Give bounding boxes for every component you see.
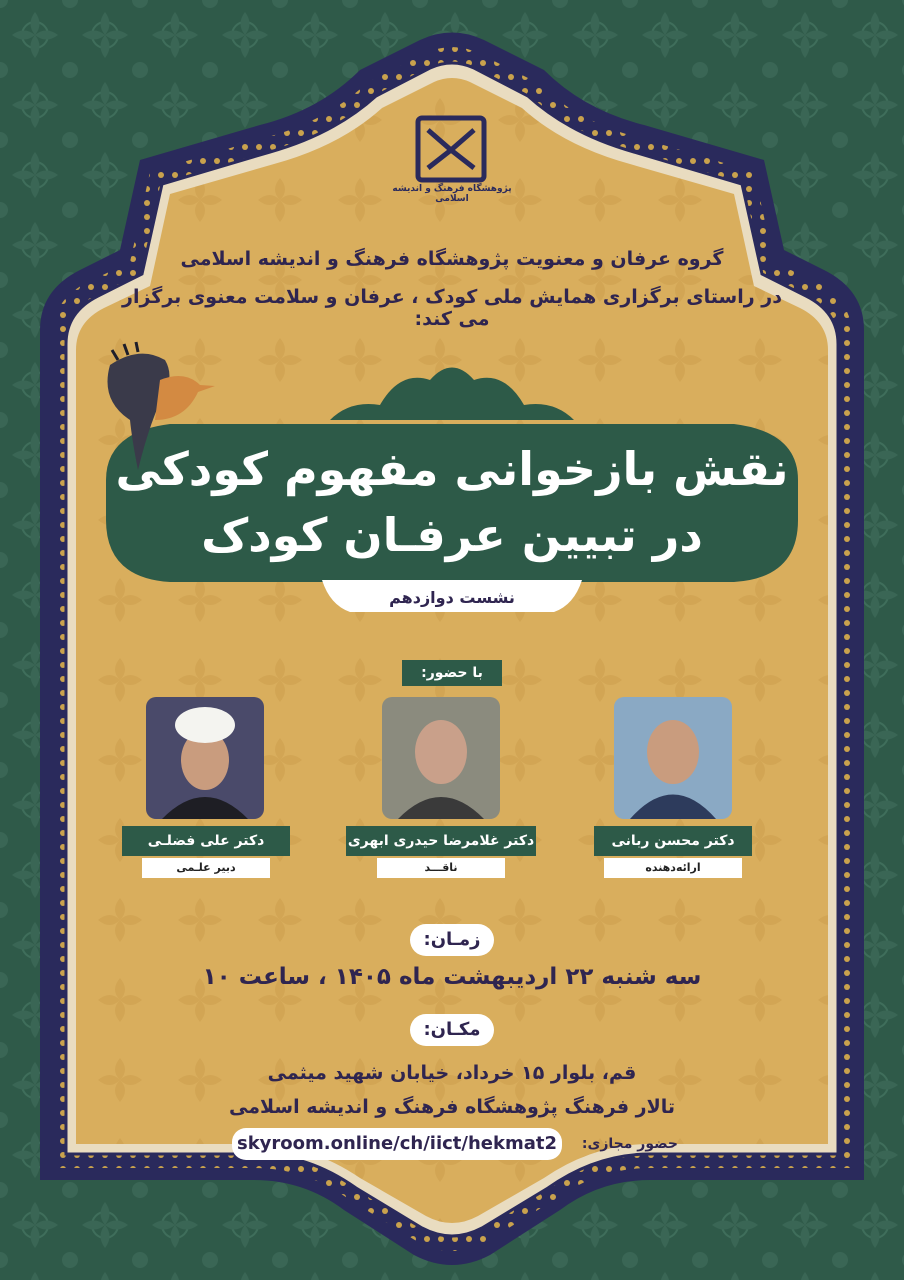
place-line-2: تالار فرهنگ پژوهشگاه فرهنگ و اندیشه اسلامی — [228, 1096, 676, 1118]
speaker-role: ارائه‌دهنده — [604, 858, 742, 878]
event-title-line-1: نقش بازخوانی مفهوم کودکی — [115, 442, 789, 496]
speaker-role: ناقـــد — [377, 858, 505, 878]
online-url-link[interactable]: skyroom.online/ch/iict/hekmat2 — [232, 1128, 562, 1160]
online-label: حضور مجازی: — [581, 1136, 678, 1152]
time-value: سه شنبه ۲۲ اردیبهشت ماه ۱۴۰۵ ، ساعت ۱۰ — [202, 964, 702, 990]
speaker-name: دکتر غلامرضا حیدری ابهری — [346, 826, 536, 856]
session-label: نشست دوازدهم — [389, 588, 515, 607]
speaker-role: دبیر علـمی — [142, 858, 270, 878]
speaker-card — [346, 826, 536, 878]
intro-line-1: گروه عرفان و معنویت پژوهشگاه فرهنگ و اندیشه اسلامی — [180, 248, 724, 270]
speaker-name: دکتر محسن ربانی — [594, 826, 752, 856]
speaker-card — [594, 826, 752, 878]
speaker-name: دکتر علی فضلـی — [122, 826, 290, 856]
event-title-line-2: در تبیین عرفـان کودک — [201, 508, 703, 562]
speaker-card — [122, 826, 290, 878]
time-label: زمـان: — [410, 924, 494, 956]
place-label: مکـان: — [410, 1014, 494, 1046]
presence-label: با حضور: — [402, 660, 502, 686]
institute-logo-caption: پژوهشگاه فرهنگ و اندیشه اسلامی — [392, 184, 512, 204]
place-line-1: قم، بلوار ۱۵ خرداد، خیابان شهید میثمی — [267, 1062, 637, 1084]
intro-line-2: در راستای برگزاری همایش ملی کودک ، عرفان و سلامت معنوی برگزار می کند: — [122, 286, 782, 330]
